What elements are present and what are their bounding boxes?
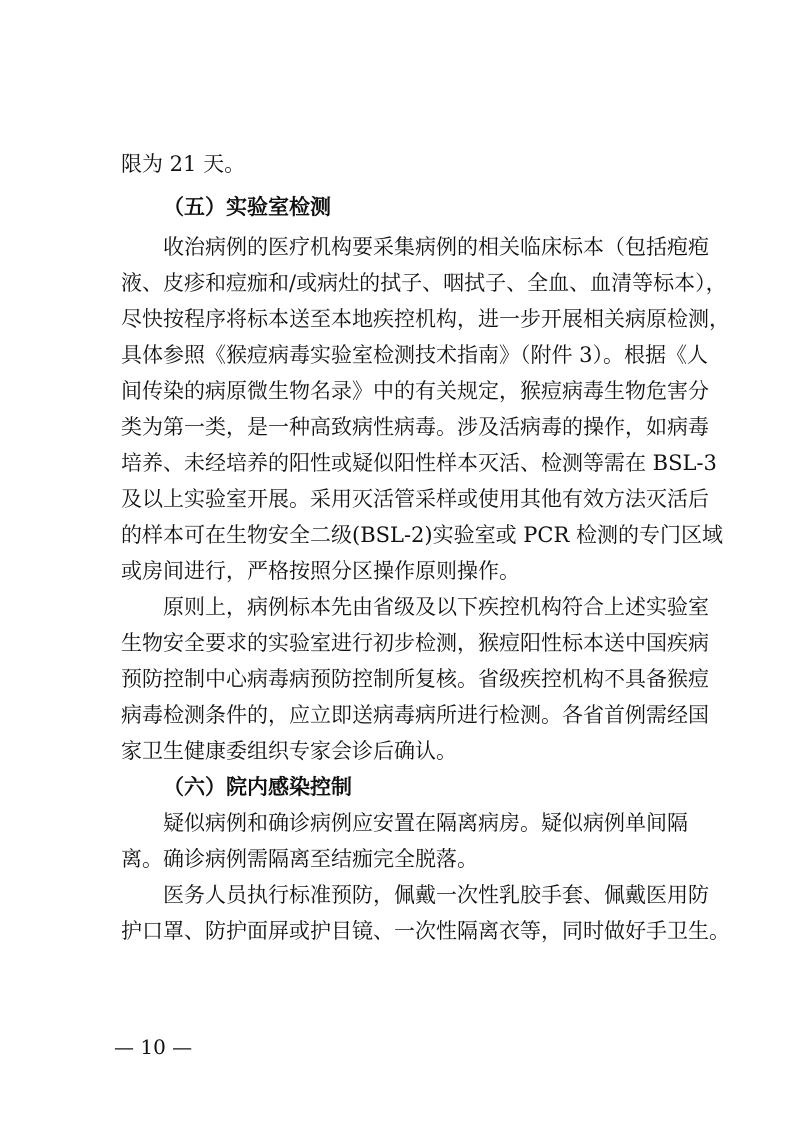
text-line: 护口罩、防护面屏或护目镜、一次性隔离衣等，同时做好手卫生。 (121, 919, 730, 943)
text-line: 疑似病例和确诊病例应安置在隔离病房。疑似病例单间隔 (163, 811, 688, 835)
text-line: 生物安全要求的实验室进行初步检测，猴痘阳性标本送中国疾病 (121, 631, 709, 655)
text-line: 离。确诊病例需隔离至结痂完全脱落。 (121, 847, 478, 871)
section-heading: （六）院内感染控制 (163, 775, 352, 799)
text-line: 尽快按程序将标本送至本地疾控机构，进一步开展相关病原检测， (121, 307, 730, 331)
text-line: 预防控制中心病毒病预防控制所复核。省级疾控机构不具备猴痘 (121, 667, 709, 691)
text-line: 家卫生健康委组织专家会诊后确认。 (121, 739, 457, 763)
text-line: 类为第一类，是一种高致病性病毒。涉及活病毒的操作，如病毒 (121, 415, 709, 439)
text-line: 医务人员执行标准预防，佩戴一次性乳胶手套、佩戴医用防 (163, 883, 709, 907)
text-line: 的样本可在生物安全二级(BSL-2)实验室或 PCR 检测的专门区域 (121, 523, 723, 547)
text-line: 培养、未经培养的阳性或疑似阳性样本灭活、检测等需在 BSL-3 (121, 451, 717, 475)
text-line: 及以上实验室开展。采用灭活管采样或使用其他有效方法灭活后 (121, 487, 709, 511)
text-line: 具体参照《猴痘病毒实验室检测技术指南》（附件 3）。根据《人 (121, 343, 709, 367)
text-line: 限为 21 天。 (121, 152, 246, 176)
text-line: 原则上，病例标本先由省级及以下疾控机构符合上述实验室 (163, 595, 709, 619)
page-number: — 10 — (114, 1035, 193, 1059)
text-line: 或房间进行，严格按照分区操作原则操作。 (121, 559, 520, 583)
section-heading: （五）实验室检测 (163, 195, 331, 219)
text-line: 收治病例的医疗机构要采集病例的相关临床标本（包括疱疱 (163, 235, 709, 259)
text-line: 间传染的病原微生物名录》中的有关规定，猴痘病毒生物危害分 (121, 379, 709, 403)
text-line: 病毒检测条件的，应立即送病毒病所进行检测。各省首例需经国 (121, 703, 709, 727)
text-line: 液、皮疹和痘痂和/或病灶的拭子、咽拭子、全血、血清等标本）， (121, 271, 727, 295)
